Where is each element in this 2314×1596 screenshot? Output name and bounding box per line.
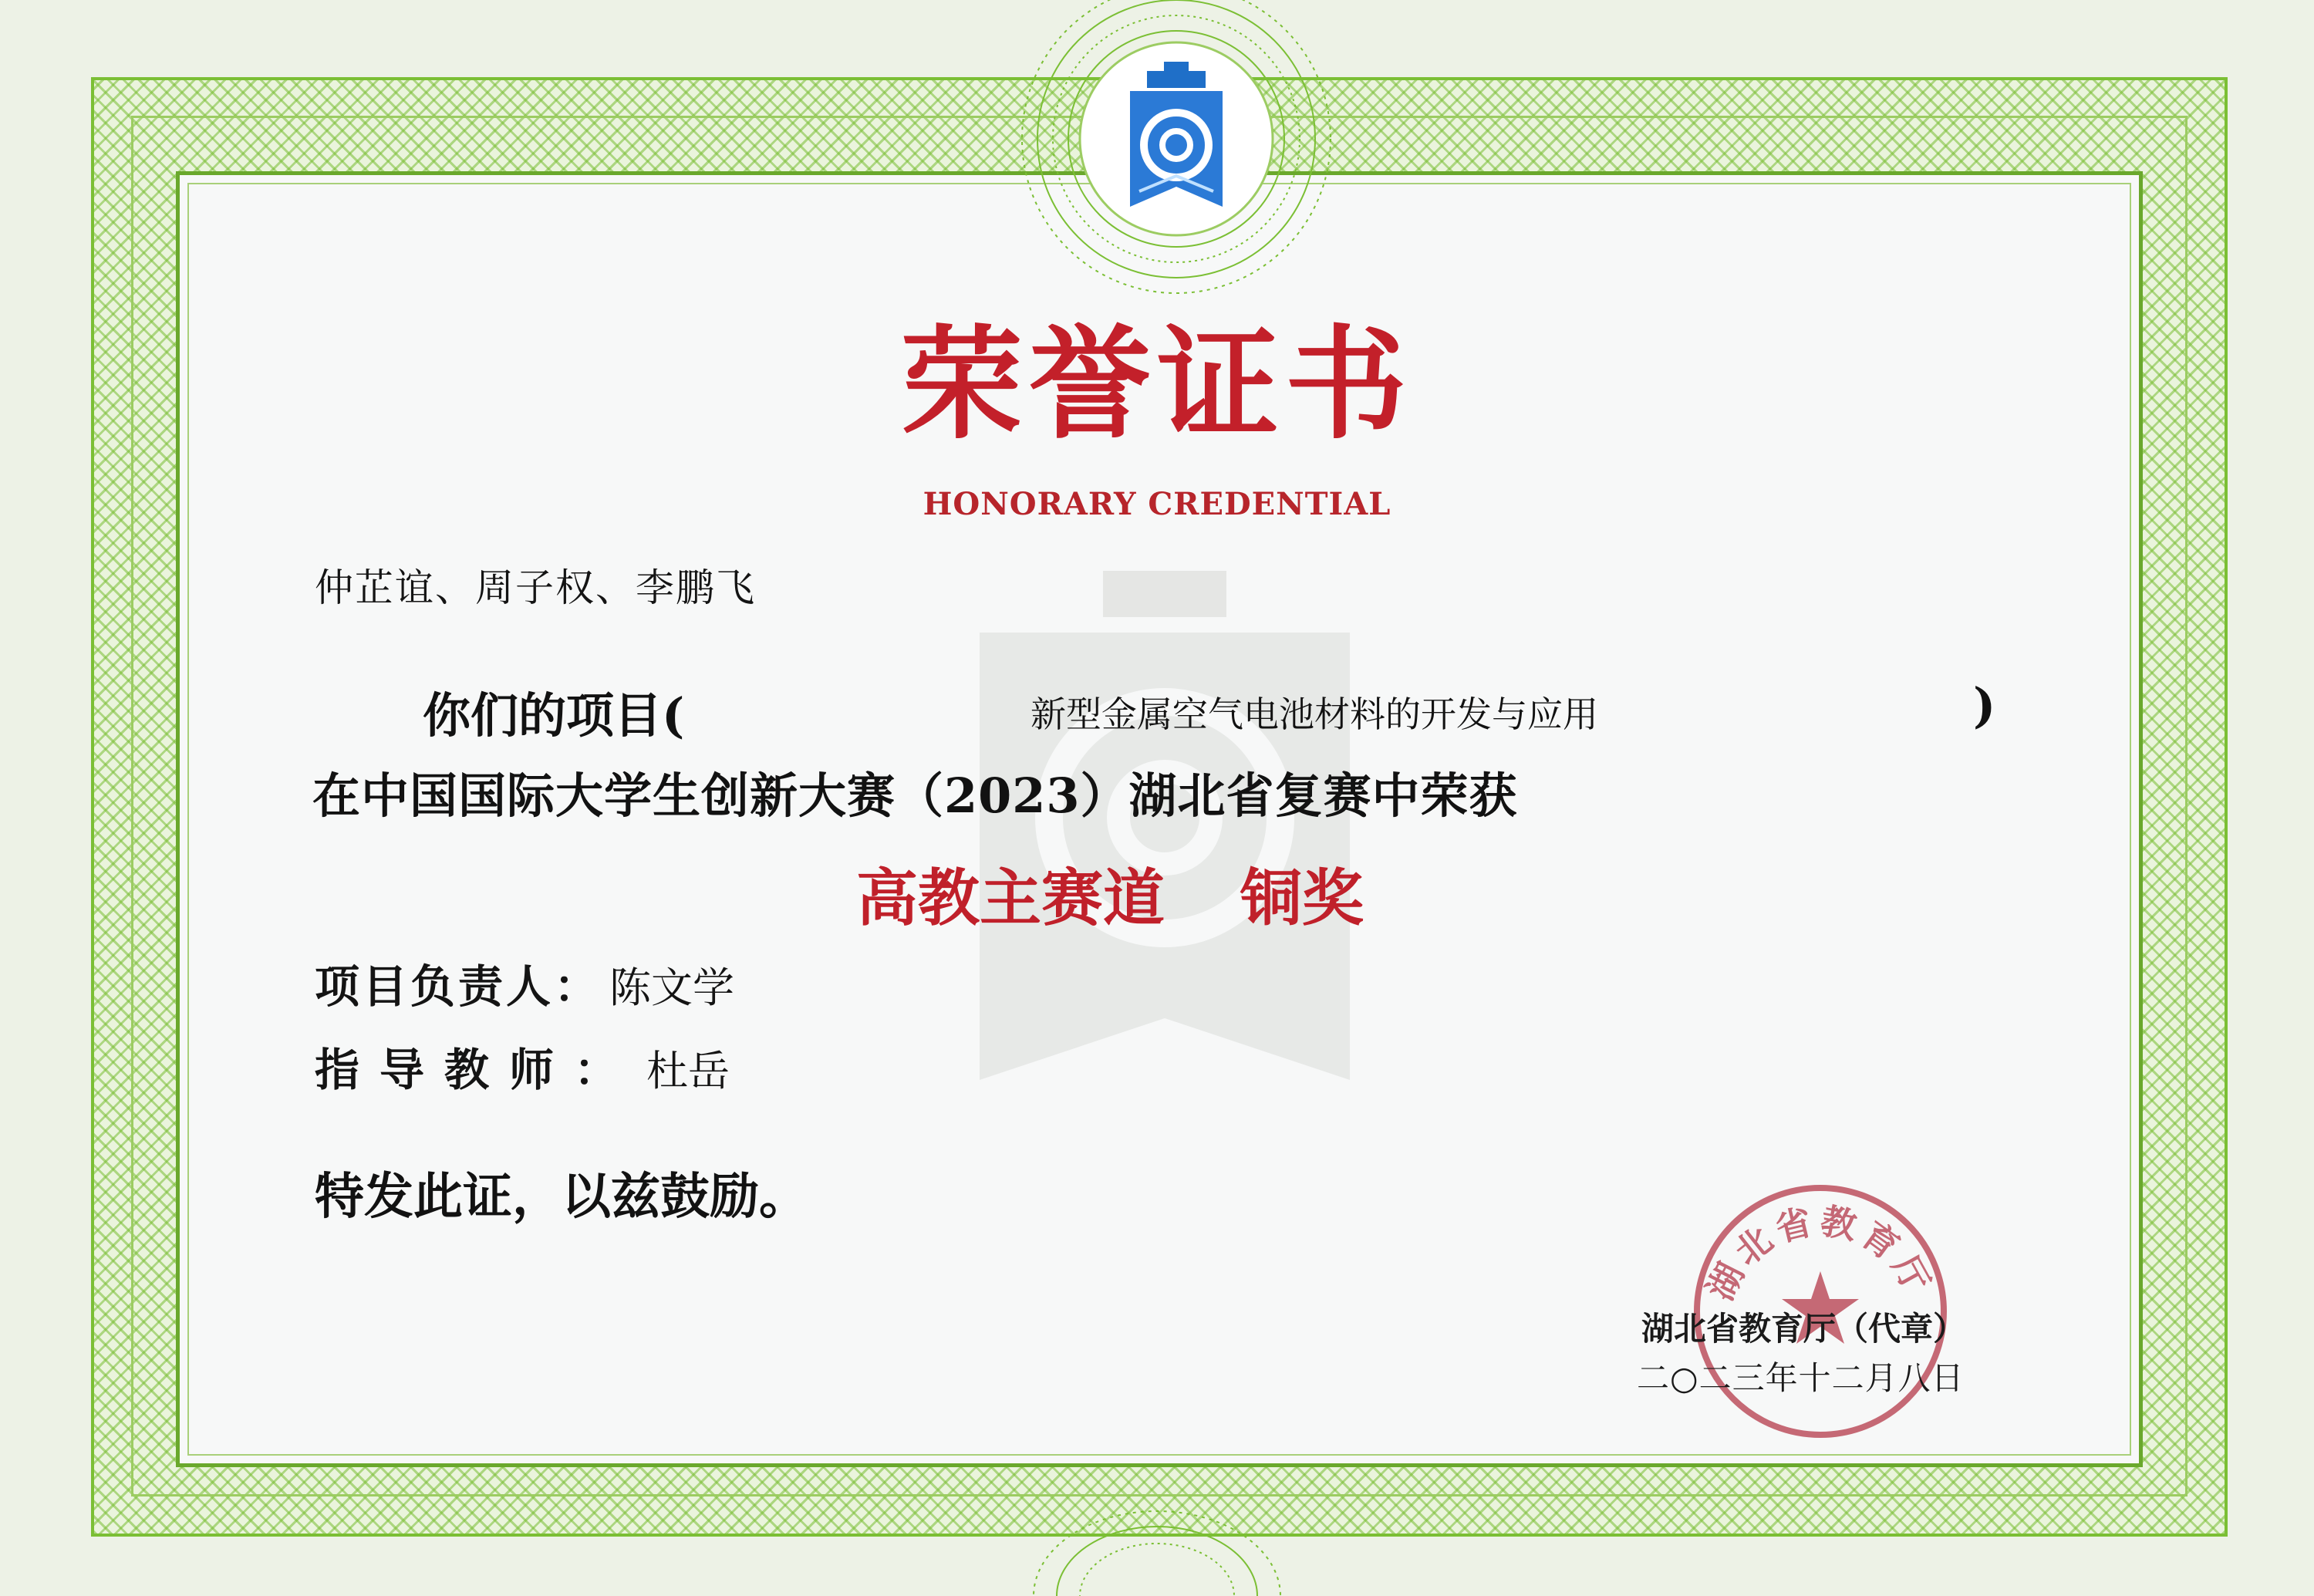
project-leader-row <box>315 950 734 1015</box>
seal-text: 湖北省教育厅 <box>1698 1200 1941 1308</box>
award-level: 铜奖 <box>1240 862 1364 934</box>
recipient-names: 仲芷谊、周子权、李鹏飞 <box>315 565 756 610</box>
advisor-name: 杜岳 <box>646 1047 730 1095</box>
issuer: 湖北省教育厅（代章） <box>1641 1310 1966 1348</box>
closing-statement: 特发此证，以兹鼓励。 <box>315 1168 808 1226</box>
award-track: 高教主赛道 <box>856 862 1165 934</box>
award-line <box>856 849 1364 937</box>
certificate-title: 荣誉证书 <box>901 313 1413 456</box>
issue-date: 二○二三年十二月八日 <box>1637 1359 1965 1397</box>
project-leader-label: 项目负责人： <box>315 960 602 1013</box>
project-leader-name: 陈文学 <box>609 963 735 1012</box>
project-title: 新型金属空气电池材料的开发与应用 <box>1031 693 1598 735</box>
project-close-paren: ) <box>1973 677 1996 734</box>
advisor-label: 指导教师： <box>315 1044 639 1096</box>
certificate-subtitle: HONORARY CREDENTIAL <box>923 486 1391 522</box>
top-rosette-emblem <box>976 0 1377 324</box>
project-prefix: 你们的项目( <box>423 687 685 744</box>
advisor-row <box>315 1034 730 1098</box>
competition-line: 在中国国际大学生创新大赛（2023）湖北省复赛中荣获 <box>312 768 1518 824</box>
project-line <box>423 677 2042 744</box>
bottom-rosette <box>1026 1500 1288 1596</box>
